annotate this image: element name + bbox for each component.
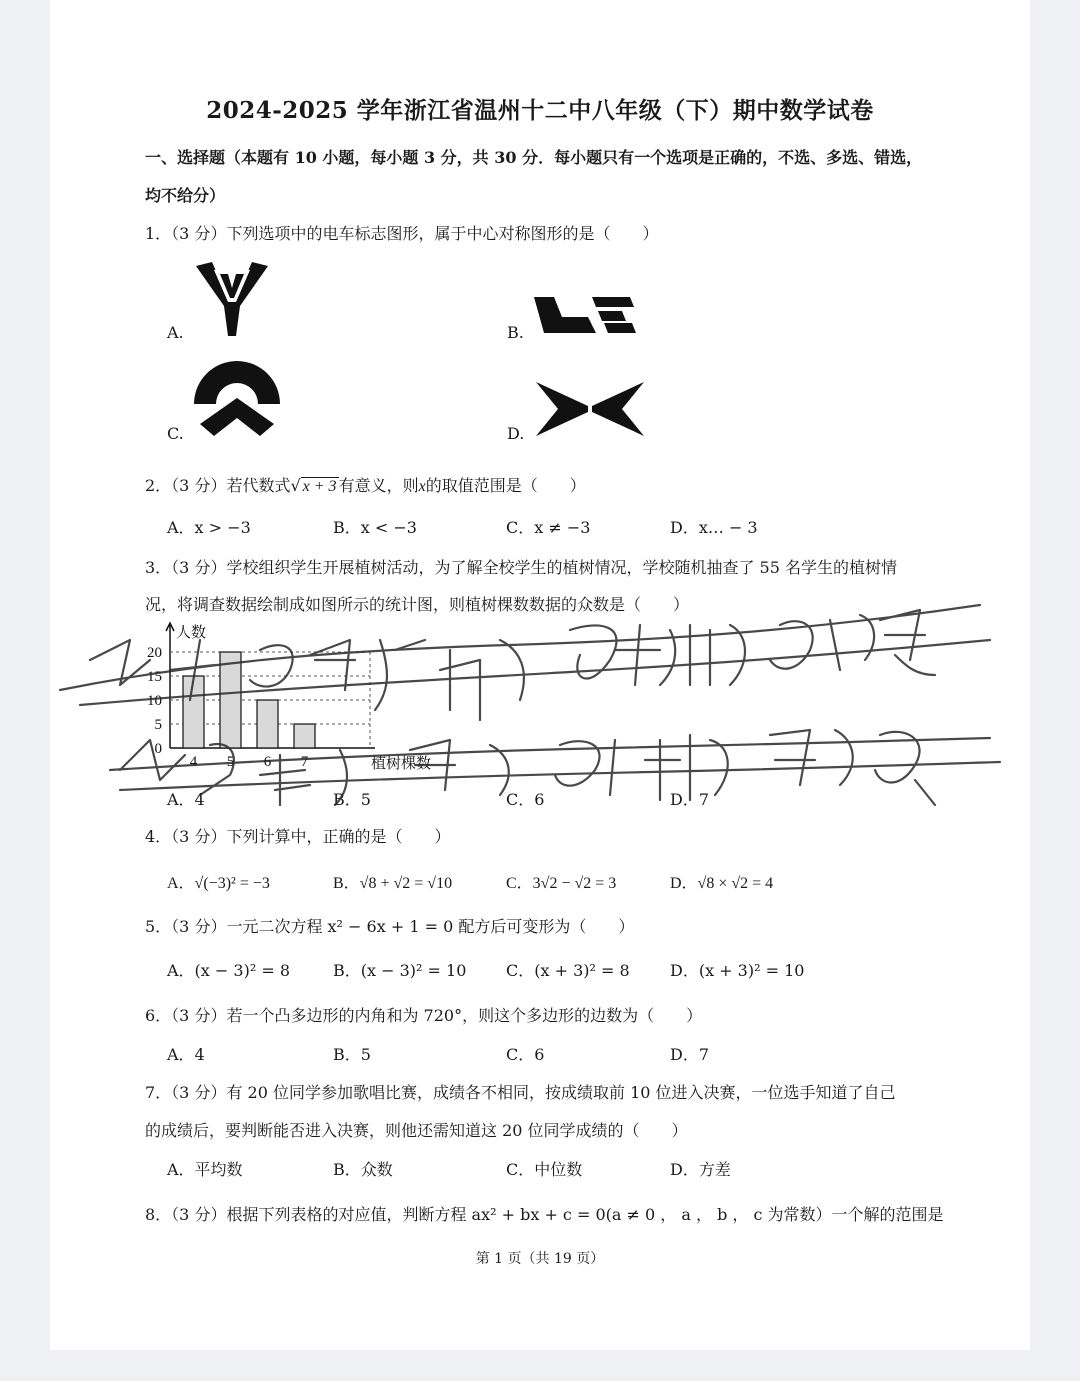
bar-4 [183, 676, 204, 748]
q2-stem-prefix: 2．（3 分）若代数式 [145, 476, 291, 495]
bar-6 [257, 700, 278, 748]
question-1-stem: 1．（3 分）下列选项中的电车标志图形，属于中心对称图形的是（ ） [145, 224, 659, 243]
tree-planting-bar-chart [125, 615, 432, 775]
q2-stem-mid: 有意义，则 [338, 476, 419, 495]
q5-option-d: D．(x + 3)² = 10 [670, 961, 805, 980]
question-3-stem-cont: 况，将调查数据绘制成如图所示的统计图，则植树棵数数据的众数是（ ） [145, 595, 690, 614]
q1-option-a-label: A. [167, 323, 184, 342]
tram-logo-c-icon [192, 360, 282, 440]
q2-radicand: x + 3 [302, 478, 337, 495]
tram-logo-d-icon [534, 380, 646, 438]
q4-option-c: C．3√2 − √2 = 3 [506, 875, 617, 892]
page-footer: 第 1 页（共 19 页） [475, 1251, 605, 1267]
x-tick-label: 7 [300, 754, 309, 770]
q7-option-a: A．平均数 [167, 1160, 243, 1179]
q4-option-d: D．√8 × √2 = 4 [670, 875, 774, 892]
question-3-stem: 3．（3 分）学校组织学生开展植树活动，为了解全校学生的植树情况，学校随机抽查了 55 名学生的植树情 [145, 558, 897, 577]
question-4-stem: 4．（3 分）下列计算中，正确的是（ ） [145, 827, 451, 846]
q7-option-c: C．中位数 [506, 1160, 583, 1179]
q2-option-b: B．x < −3 [333, 518, 417, 537]
q5-option-b: B．(x − 3)² = 10 [333, 961, 467, 980]
bar-5 [220, 652, 241, 748]
y-tick-label: 5 [154, 717, 162, 733]
bar-7 [294, 724, 315, 748]
q6-option-d: D．7 [670, 1045, 710, 1064]
question-7-stem-cont: 的成绩后，要判断能否进入决赛，则他还需知道这 20 位同学成绩的（ ） [145, 1121, 688, 1140]
x-tick-label: 6 [263, 754, 272, 770]
section-heading: 一、选择题（本题有 10 小题，每小题 3 分，共 30 分．每小题只有一个选项是正确的，不选、多选、错选， [145, 148, 923, 167]
page-title: 2024-2025 学年浙江省温州十二中八年级（下）期中数学试卷 [206, 97, 874, 124]
q2-option-c: C．x ≠ −3 [506, 518, 591, 537]
exam-page [50, 0, 1030, 1350]
q3-option-d: D．7 [670, 790, 710, 809]
y-tick-label: 20 [147, 645, 162, 661]
question-2-stem [145, 473, 586, 496]
q5-option-c: C．(x + 3)² = 8 [506, 961, 630, 980]
q5-option-a: A．(x − 3)² = 8 [167, 961, 290, 980]
y-tick-label: 10 [147, 693, 162, 709]
q1-option-b-label: B. [507, 323, 524, 342]
question-6-stem: 6．（3 分）若一个凸多边形的内角和为 720°，则这个多边形的边数为（ ） [145, 1006, 703, 1025]
q1-option-c-label: C. [167, 424, 184, 443]
question-7-stem: 7．（3 分）有 20 位同学参加歌唱比赛，成绩各不相同，按成绩取前 10 位进入决赛，一位选手知道了自己 [145, 1083, 896, 1102]
y-axis-label: 人数 [176, 623, 207, 641]
y-tick-label: 15 [147, 669, 162, 685]
q2-variable: x [418, 478, 426, 495]
x-tick-label: 5 [226, 754, 235, 770]
question-8-stem: 8．（3 分）根据下列表格的对应值，判断方程 ax² + bx + c = 0(a ≠ 0 ， a ， b ， c 为常数）一个解的范围是 [145, 1205, 944, 1224]
q1-option-d-label: D. [507, 424, 525, 443]
q2-option-d: D．x… − 3 [670, 518, 758, 537]
q6-option-b: B．5 [333, 1045, 371, 1064]
q3-option-b: B．5 [333, 790, 371, 809]
q3-option-a: A．4 [167, 790, 205, 809]
q2-stem-end: 的取值范围是（ ） [425, 476, 586, 495]
tram-logo-a-icon [192, 258, 272, 338]
tram-logo-b-icon [532, 295, 638, 335]
q3-option-c: C．6 [506, 790, 545, 809]
x-axis-label: 植树棵数 [371, 754, 432, 772]
section-heading-cont: 均不给分） [145, 186, 226, 205]
q7-option-b: B．众数 [333, 1160, 393, 1179]
q2-option-a: A．x > −3 [167, 518, 251, 537]
y-tick-label: 0 [154, 741, 162, 757]
q7-option-d: D．方差 [670, 1160, 731, 1179]
q4-option-a: A．√(−3)² = −3 [167, 875, 270, 892]
question-5-stem: 5．（3 分）一元二次方程 x² − 6x + 1 = 0 配方后可变形为（ ） [145, 917, 635, 936]
x-tick-label: 4 [189, 754, 198, 770]
q6-option-a: A．4 [167, 1045, 205, 1064]
q6-option-c: C．6 [506, 1045, 545, 1064]
sqrt-expression: √ x + 3 [290, 476, 337, 495]
q4-option-b: B．√8 + √2 = √10 [333, 875, 453, 892]
